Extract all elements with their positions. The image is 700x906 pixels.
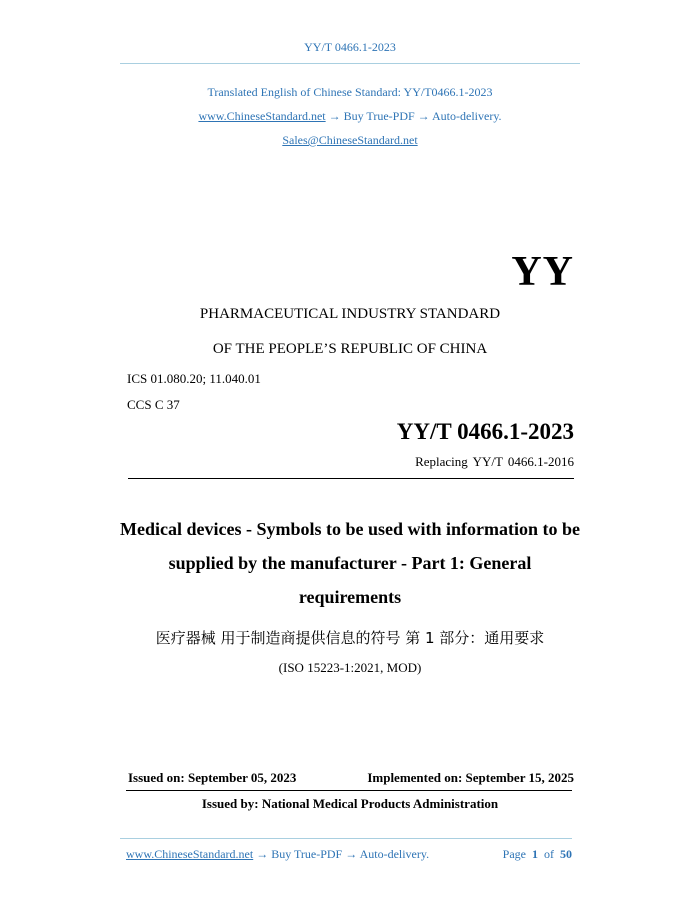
issuer-divider	[126, 790, 572, 791]
document-title-line1: Medical devices - Symbols to be used with information to be	[120, 519, 580, 539]
replacing-note: Replacing YY/T 0466.1-2016	[415, 454, 574, 469]
page-of: of	[544, 847, 554, 861]
chinese-title: 医疗器械 用于制造商提供信息的符号 第 1 部分：通用要求	[155, 629, 545, 647]
email-line	[0, 133, 700, 148]
buy-text: → Buy True-PDF → Auto-delivery.	[325, 109, 502, 123]
page-label: Page	[502, 847, 526, 861]
document-title-line3: requirements	[298, 587, 402, 607]
purchase-notice	[0, 109, 700, 124]
page-indicator	[503, 847, 572, 862]
header-standard-code: YY/T 0466.1-2023	[304, 40, 396, 54]
site-link[interactable]: www.ChineseStandard.net	[198, 109, 326, 123]
footer-buy-text: → Buy True-PDF → Auto-delivery.	[253, 847, 430, 861]
standard-number: YY/T 0466.1-2023	[396, 419, 574, 444]
translation-notice: Translated English of Chinese Standard: YY/T0466.1-2023	[207, 85, 493, 99]
footer-divider	[120, 838, 572, 839]
header-divider	[120, 63, 580, 64]
issuing-authority: Issued by: National Medical Products Administration	[201, 796, 499, 811]
implemented-date: Implemented on: September 15, 2025	[367, 770, 574, 785]
industry-title-line1: PHARMACEUTICAL INDUSTRY STANDARD	[199, 306, 501, 322]
email-link[interactable]: Sales@ChineseStandard.net	[282, 133, 418, 147]
standard-logo: YY	[511, 249, 574, 295]
iso-reference: (ISO 15223-1:2021, MOD)	[278, 660, 422, 675]
footer-site-link[interactable]: www.ChineseStandard.net	[126, 847, 254, 861]
ccs-code: CCS C 37	[127, 397, 180, 412]
industry-title-line2: OF THE PEOPLE’S REPUBLIC OF CHINA	[212, 341, 488, 357]
title-divider	[128, 478, 574, 479]
footer-purchase	[126, 847, 429, 862]
ics-code: ICS 01.080.20; 11.040.01	[127, 371, 261, 386]
document-title-line2: supplied by the manufacturer - Part 1: General	[168, 553, 532, 573]
issued-date: Issued on: September 05, 2023	[128, 770, 297, 785]
page-total: 50	[560, 847, 572, 861]
page-number: 1	[532, 847, 538, 861]
